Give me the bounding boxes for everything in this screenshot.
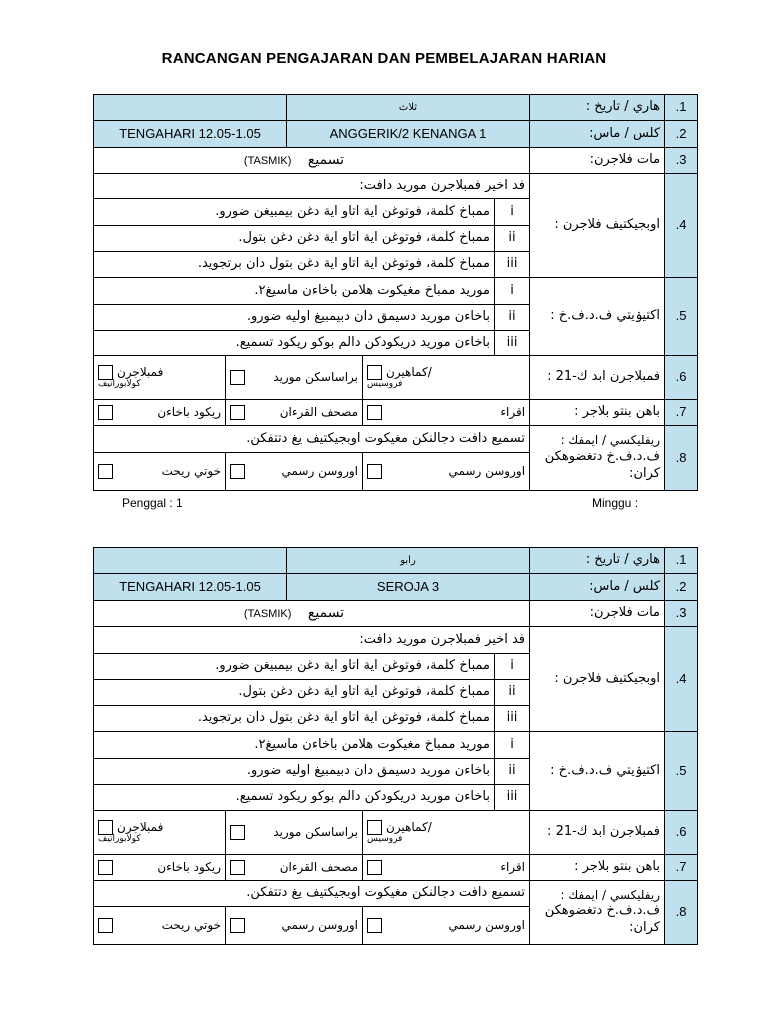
row-number: .7 (665, 400, 698, 426)
day-value: رابو (287, 548, 530, 574)
row-reflection: تسميع دافت دجالنكن مغيكوت اوبجيكتيف يغ دتتفكن. ريفليكسي / ايمفك : ف.د.ف.خ دتغضوهكن كران: .8 (94, 881, 698, 907)
reflection-text: تسميع دافت دجالنكن مغيكوت اوبجيكتيف يغ دتتفكن. (94, 881, 530, 907)
materials-label: باهن بنتو بلاجر : (530, 400, 665, 426)
activity-item: باخاءن موريد دسيمق دان دبيمبيغ اوليه ضورو. ii (94, 759, 698, 785)
subject-ar: تسميع (307, 152, 345, 169)
lesson-plan-table-2 (93, 547, 698, 945)
row-number: .3 (665, 148, 698, 174)
pak21-collaborative-checkbox[interactable] (98, 820, 113, 835)
activity-label: اکتيۏيتي ف.د.ف.خ : (530, 732, 665, 811)
subject-label: مات فلاجرن: (530, 601, 665, 627)
row-postpone: خوتي ريحت اوروسن رسمي اوروسن رسمي (94, 453, 698, 491)
page-title: RANCANGAN PENGAJARAN DAN PEMBELAJARAN HARIAN (161, 50, 607, 67)
row-class (94, 574, 698, 601)
objective-item: ممباخ كلمة، فوتوغن اية اتاو اية دغن بيمبيغن ضورو. i (94, 199, 698, 226)
pak21-label: فمبلاجرن ابد ك-21 : (530, 811, 665, 855)
row-day (94, 95, 698, 121)
pak21-student-based-checkbox[interactable] (230, 370, 245, 385)
pak21-skills-checkbox[interactable] (367, 820, 382, 835)
objective-item: ممباخ كلمة، فوتوغن اية اتاو اية دغن بيمبيغن ضورو. i (94, 654, 698, 680)
row-number: .5 (665, 278, 698, 356)
reflection-label: ريفليكسي / ايمفك : (560, 433, 661, 448)
row-pak21: فمبلاجرن كولابوراتيف براساسكن موريد كماهيرن/ فروسيس فمبلاجرن ابد ك-21 : .6 (94, 811, 698, 855)
objective-label: اوبجيكتيف فلاجرن : (530, 174, 665, 278)
row-materials: ريكود باخاءن مصحف القرءان اقراء باهن بنتو بلاجر : .7 (94, 400, 698, 426)
postpone-official-checkbox-1[interactable] (367, 464, 382, 479)
objective-intro: فد اخير فمبلاجرن موريد دافت: (94, 627, 530, 654)
subject-en: (TASMIK) (243, 155, 292, 168)
activity-item: موريد ممباخ مغيكوت هلامن باخاءن ماسيغ٢. i اکتيۏيتي ف.د.ف.خ : .5 (94, 278, 698, 305)
pak21-label: فمبلاجرن ابد ك-21 : (530, 356, 665, 400)
bbm-mushaf-checkbox[interactable] (230, 405, 245, 420)
postpone-official-checkbox-2[interactable] (230, 918, 245, 933)
objective-item: ممباخ كلمة، فوتوغن اية اتاو اية دغن دغن بتول. ii (94, 680, 698, 706)
time-value: TENGAHARI 12.05-1.05 (94, 574, 287, 601)
postpone-official-checkbox-2[interactable] (230, 464, 245, 479)
row-objective-intro (94, 627, 698, 654)
activity-item: باخاءن موريد دريكودكن دالم بوكو ريكود تسميع. iii (94, 331, 698, 356)
activity-item: موريد ممباخ مغيكوت هلامن باخاءن ماسيغ٢. i اکتيۏيتي ف.د.ف.خ : .5 (94, 732, 698, 759)
pak21-skills-checkbox[interactable] (367, 365, 382, 380)
reflection-label: ريفليكسي / ايمفك : (560, 887, 660, 902)
row-subject (94, 601, 698, 627)
row-day (94, 548, 698, 574)
row-number: .3 (665, 601, 698, 627)
row-reflection: تسميع دافت دجالنكن مغيكوت اوبجيكتيف يغ دتتفكن. ريفليكسي / ايمفك : ف.د.ف.خ دتغضوهكن كران: .8 (94, 426, 698, 453)
row-objective-intro (94, 174, 698, 199)
class-value: SEROJA 3 (287, 574, 530, 601)
row-pak21: فمبلاجرن كولابوراتيف براساسكن موريد كماهيرن/ فروسيس فمبلاجرن ابد ك-21 : .6 (94, 356, 698, 400)
row-subject (94, 148, 698, 174)
row-number: .7 (665, 855, 698, 881)
activity-item: باخاءن موريد دريكودكن دالم بوكو ريكود تسميع. iii (94, 785, 698, 811)
row-number: .1 (665, 95, 698, 121)
pak21-collaborative-checkbox[interactable] (98, 365, 113, 380)
row-postpone: خوتي ريحت اوروسن رسمي اوروسن رسمي (94, 907, 698, 945)
bbm-mushaf-checkbox[interactable] (230, 860, 245, 875)
week-label: Minggu : (592, 496, 639, 510)
bbm-iqra-checkbox[interactable] (367, 405, 382, 420)
lesson-plan-table-1 (93, 94, 698, 491)
objective-item: ممباخ كلمة، فوتوغن اية اتاو اية دغن بتول دان برتجويد. iii (94, 252, 698, 278)
class-value: ANGGERIK/2 KENANGA 1 (287, 121, 530, 148)
reflection-text: تسميع دافت دجالنكن مغيكوت اوبجيكتيف يغ دتتفكن. (94, 426, 530, 453)
term-label: Penggal : 1 (122, 496, 183, 510)
subject-label: مات فلاجرن: (530, 148, 665, 174)
day-label: هاري / تاريخ : (530, 95, 665, 121)
time-value: TENGAHARI 12.05-1.05 (94, 121, 287, 148)
objective-label: اوبجيكتيف فلاجرن : (530, 627, 665, 732)
pak21-student-based-checkbox[interactable] (230, 825, 245, 840)
row-number: .8 (665, 881, 698, 945)
class-label: كلس / ماس: (530, 121, 665, 148)
row-materials: ريكود باخاءن مصحف القرءان اقراء باهن بنتو بلاجر : .7 (94, 855, 698, 881)
postpone-leave-checkbox[interactable] (98, 464, 113, 479)
row-number: .1 (665, 548, 698, 574)
row-number: .8 (665, 426, 698, 491)
objective-item: ممباخ كلمة، فوتوغن اية اتاو اية دغن دغن بتول. ii (94, 226, 698, 252)
day-label: هاري / تاريخ : (530, 548, 665, 574)
row-number: .4 (665, 627, 698, 732)
row-number: .5 (665, 732, 698, 811)
row-number: .4 (665, 174, 698, 278)
activity-item: باخاءن موريد دسيمق دان دبيمبيغ اوليه ضورو. ii (94, 305, 698, 331)
subject-en: (TASMIK) (243, 608, 292, 621)
materials-label: باهن بنتو بلاجر : (530, 855, 665, 881)
bbm-record-checkbox[interactable] (98, 860, 113, 875)
row-class (94, 121, 698, 148)
subject-ar: تسميع (307, 605, 345, 622)
row-number: .6 (665, 811, 698, 855)
bbm-iqra-checkbox[interactable] (367, 860, 382, 875)
day-value: ثلاث (287, 95, 530, 121)
objective-item: ممباخ كلمة، فوتوغن اية اتاو اية دغن بتول دان برتجويد. iii (94, 706, 698, 732)
activity-label: اکتيۏيتي ف.د.ف.خ : (530, 278, 665, 356)
row-number: .2 (665, 121, 698, 148)
objective-intro: فد اخير فمبلاجرن موريد دافت: (94, 174, 530, 199)
row-number: .6 (665, 356, 698, 400)
bbm-record-checkbox[interactable] (98, 405, 113, 420)
postpone-leave-checkbox[interactable] (98, 918, 113, 933)
class-label: كلس / ماس: (530, 574, 665, 601)
row-number: .2 (665, 574, 698, 601)
postpone-official-checkbox-1[interactable] (367, 918, 382, 933)
